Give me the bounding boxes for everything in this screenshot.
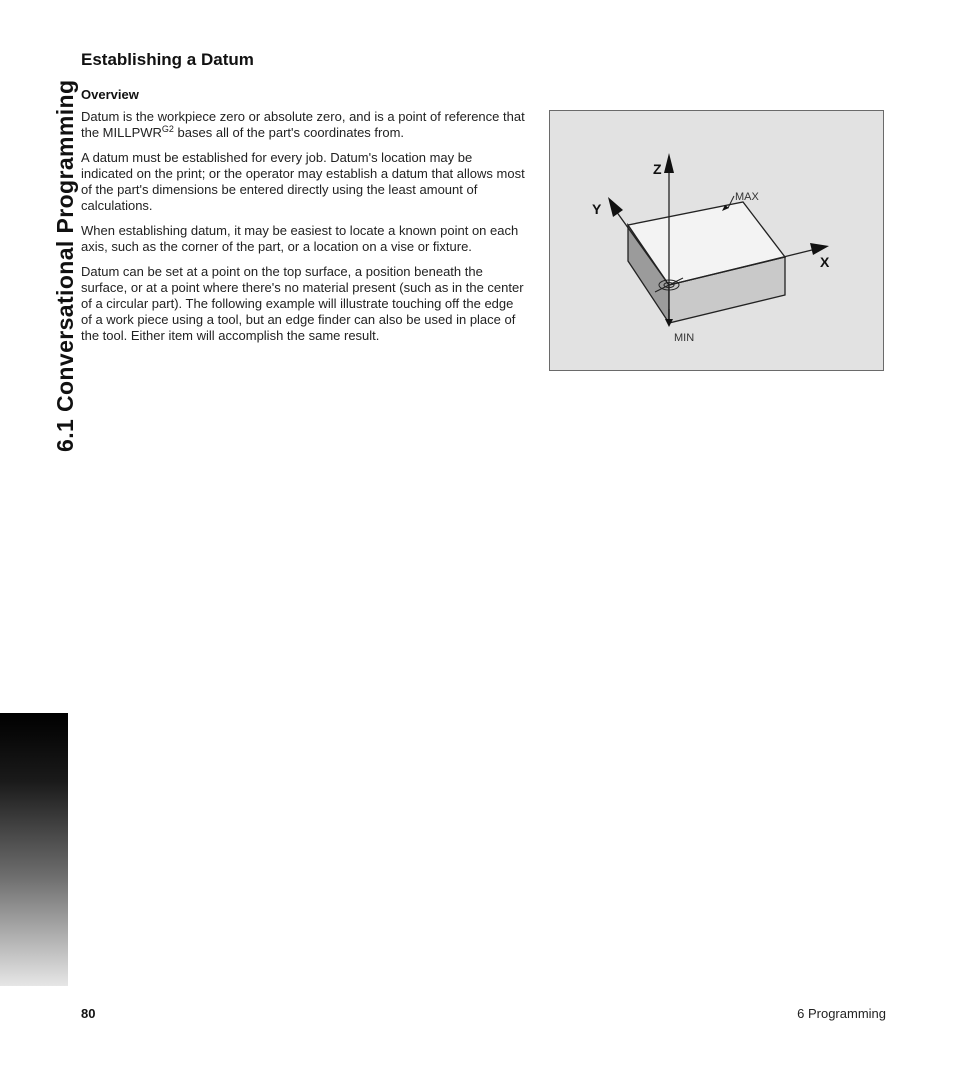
section-subheading: Overview <box>81 87 139 102</box>
page-number: 80 <box>81 1006 96 1021</box>
z-axis-label: Z <box>653 161 662 177</box>
min-pointer-arrowhead <box>665 319 673 327</box>
paragraph-datum-definition <box>81 109 527 141</box>
body-text <box>81 109 527 353</box>
datum-diagram-svg <box>550 111 885 372</box>
paragraph-datum-positions: Datum can be set at a point on the top surface, a position beneath the surface, or at a point where there's no material present (such as in the center of a circular part). The following example will illustrate touching off the edge of a work piece using a tool, but an edge finder can also be used in place of the tool. Either item will accomplish the same result. <box>81 264 524 343</box>
chapter-tab-gradient <box>0 713 68 986</box>
section-side-title <box>24 50 78 460</box>
footer-chapter-title: 6 Programming <box>797 1006 886 1021</box>
min-label: MIN <box>674 332 695 344</box>
section-title-text: 6.1 Conversational Programming <box>52 79 78 452</box>
paragraph-known-point: When establishing datum, it may be easiest to locate a known point on each axis, such as the corner of the part, or a location on a vise or fixture. <box>81 223 519 254</box>
x-axis-label: X <box>820 254 830 270</box>
datum-illustration <box>549 110 884 371</box>
paragraph-1-tail: bases all of the part's coordinates from. <box>173 125 405 140</box>
paragraph-datum-required: A datum must be established for every job. Datum's location may be indicated on the print; or the operator may establish a datum that allows most of the part's dimensions be entered directly using the least amount of calculations. <box>81 150 525 213</box>
z-axis-arrowhead <box>664 153 674 173</box>
page-heading: Establishing a Datum <box>81 50 254 69</box>
max-label: MAX <box>735 191 759 203</box>
paragraph-1-text: Datum is the workpiece zero or absolute zero, and is a point of reference that the MILLPWR <box>81 109 525 140</box>
superscript-g2: G2 <box>161 124 174 134</box>
y-axis-arrowhead <box>608 197 623 217</box>
y-axis-label: Y <box>592 201 602 217</box>
